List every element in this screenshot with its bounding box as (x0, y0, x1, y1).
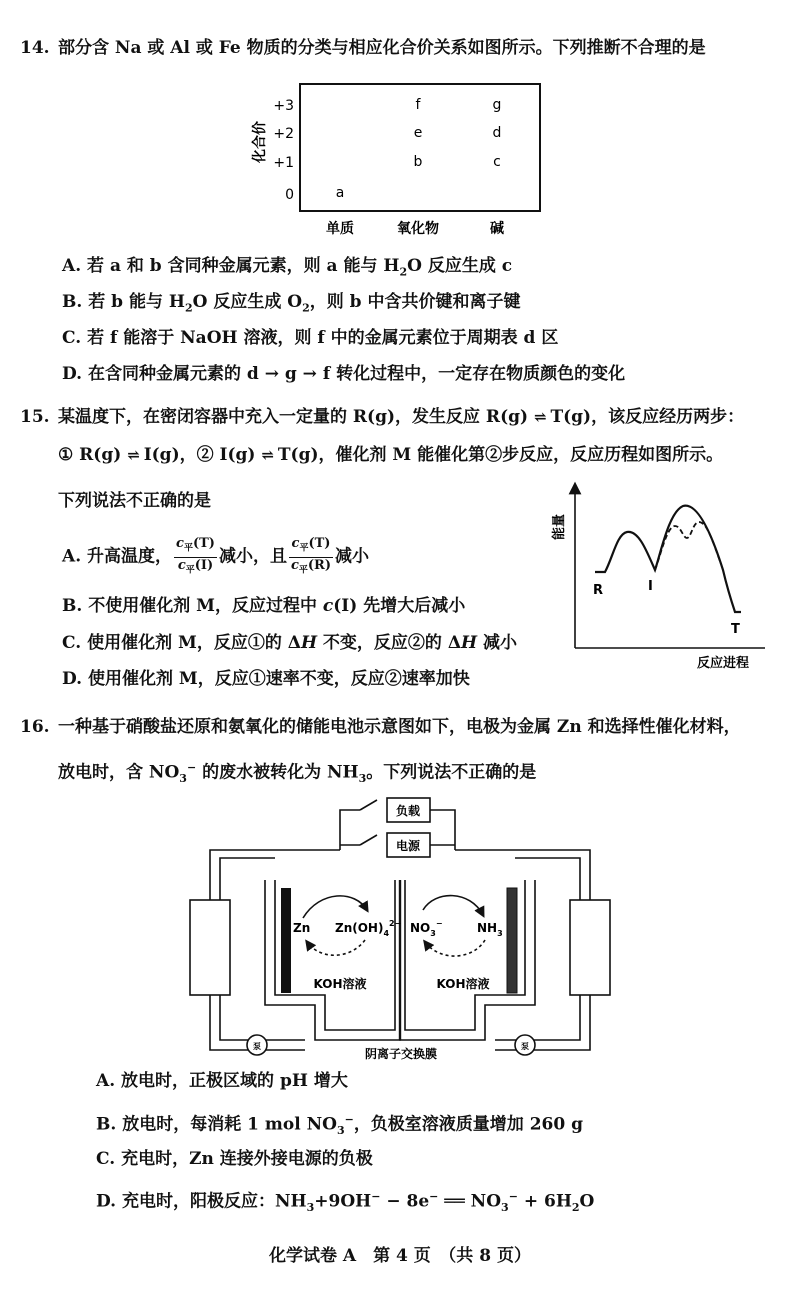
point-f: f (415, 97, 421, 113)
zn-electrode (281, 888, 291, 993)
switch-load (360, 800, 377, 810)
q16-stem-line1: 一种基于硝酸盐还原和氨氧化的储能电池示意图如下，电极为金属 Zn 和选择性催化材料， (58, 717, 741, 737)
circuit-wire (340, 810, 360, 850)
q14-option-b: B. 若 b 能与 $H_2O$ 反应生成 $O_2$，则 b 中含共价键和离子键 (62, 292, 521, 315)
q15-option-a: A. 升高温度， $\frac{c_平(T)}{c_平(I)}$ 减小，且 $\frac{c_平(T)}{c_平(R)}$ 减小 (62, 536, 369, 578)
q15-option-b: B. 不使用催化剂 M，反应过程中 c(I) 先增大后减小 (62, 596, 466, 616)
left-pump-label: 泵 (253, 1042, 261, 1051)
left-pipe-inner (220, 858, 305, 1040)
label-t: T (731, 622, 740, 637)
label-i: I (648, 579, 653, 594)
chart-xlabels (326, 220, 504, 237)
q16-number: 16. (20, 717, 50, 737)
q14-option-a: A. 若 a 和 b 含同种金属元素，则 a 能与 $H_2O$ 反应生成 c (62, 256, 513, 279)
equilibrium-arrow: ⇌ (533, 408, 545, 426)
q16-stem-line2: 放电时，含 $NO_3^-$ 的废水被转化为 $NH_3$。下列说法不正确的是 (58, 761, 537, 786)
zn-oxidation-arrow (303, 896, 367, 918)
q16-battery-diagram (185, 790, 615, 1060)
nh3-oxidation-arrow (425, 940, 485, 956)
point-d: d (492, 125, 502, 141)
xlabel-oxide: 氧化物 (397, 221, 439, 237)
fraction-t-over-r: $\frac{c_平(T)}{c_平(R)}$ (290, 536, 331, 576)
zn-reduction-arrow (307, 940, 365, 955)
ytick-plus2: +2 (273, 126, 294, 142)
q15-stem-line3: 下列说法不正确的是 (58, 491, 211, 511)
page-footer: 化学试卷 A 第 4 页 （共 8 页） (269, 1246, 531, 1266)
no3-reduction-arrow (423, 896, 483, 915)
q16-option-c: C. 充电时，Zn 连接外接电源的负极 (96, 1149, 373, 1169)
q14-number: 14. (20, 38, 50, 58)
q16-option-a: A. 放电时，正极区域的 pH 增大 (96, 1071, 348, 1091)
source-label: 电源 (395, 839, 421, 853)
left-reservoir (190, 900, 230, 995)
equilibrium-arrow: ⇌ (261, 446, 272, 464)
q15-stem-line1: 某温度下，在密闭容器中充入一定量的 R(g)，发生反应 R(g) ⇌ T(g)，该反应经历两步： (58, 407, 745, 427)
switch-source (360, 835, 377, 845)
q15-energy-diagram (552, 482, 780, 672)
right-pump-label: 泵 (521, 1042, 529, 1051)
progress-axis-label: 反应进程 (696, 656, 750, 671)
q16-option-b: B. 放电时，每消耗 1 mol $NO_3^-$，负极室溶液质量增加 260 g (96, 1113, 584, 1138)
catalyst-electrode (507, 888, 517, 993)
point-c: c (493, 154, 501, 170)
equilibrium-arrow: ⇌ (127, 446, 138, 464)
q15-number: 15. (20, 407, 50, 427)
chart-points (336, 97, 502, 201)
ytick-plus1: +1 (273, 155, 294, 171)
chart-ylabel: 化合价 (252, 121, 268, 163)
ytick-plus3: +3 (273, 98, 294, 114)
energy-axis-label: 能量 (552, 513, 567, 541)
q14-option-d: D. 在含同种金属元素的 d → g → f 转化过程中，一定存在物质颜色的变化 (62, 364, 626, 384)
point-a: a (335, 185, 345, 201)
point-e: e (413, 125, 423, 141)
q14-stem: 部分含 Na 或 Al 或 Fe 物质的分类与相应化合价关系如图所示。下列推断不合理的是 (58, 38, 706, 58)
q15-option-c: C. 使用催化剂 M，反应①的 ΔH 不变，反应②的 ΔH 减小 (62, 633, 518, 653)
koh-right-label: KOH溶液 (436, 977, 490, 991)
q15-option-d: D. 使用催化剂 M，反应①速率不变，反应②速率加快 (62, 669, 470, 689)
no3-label: $NO_3^-$ (410, 919, 443, 938)
point-b: b (413, 154, 423, 170)
koh-left-label: KOH溶液 (313, 977, 367, 991)
fraction-t-over-i: $\frac{c_平(T)}{c_平(I)}$ (176, 536, 215, 576)
point-g: g (492, 97, 502, 113)
q14-option-c: C. 若 f 能溶于 NaOH 溶液，则 f 中的金属元素位于周期表 d 区 (62, 328, 559, 348)
q14-valence-chart (250, 80, 550, 238)
left-cell-inner (275, 880, 395, 1030)
q15-stem-line2: ① R(g) ⇌ I(g)，② I(g) ⇌ T(g)，催化剂 M 能催化第②步反应，反应历程如图所示。 (58, 445, 724, 465)
circuit-wire (430, 810, 455, 850)
load-label: 负载 (395, 804, 421, 818)
membrane-label: 阴离子交换膜 (364, 1047, 438, 1061)
chart-yticks (273, 98, 294, 203)
label-r: R (593, 583, 604, 598)
catalyzed-curve (655, 522, 721, 570)
xlabel-base: 碱 (490, 221, 504, 237)
q16-option-d: D. 充电时，阳极反应：$NH_3+9OH^- - 8e^-$ ══ $NO_3^- + 6H_2O$ (96, 1190, 595, 1215)
nh3-label: $NH_3$ (477, 921, 503, 938)
xlabel-element: 单质 (326, 221, 354, 237)
znoh4-label: $Zn(OH)_4^{2-}$ (335, 919, 402, 938)
right-reservoir (570, 900, 610, 995)
zn-label: Zn (293, 921, 311, 935)
ytick-zero: 0 (285, 187, 294, 203)
